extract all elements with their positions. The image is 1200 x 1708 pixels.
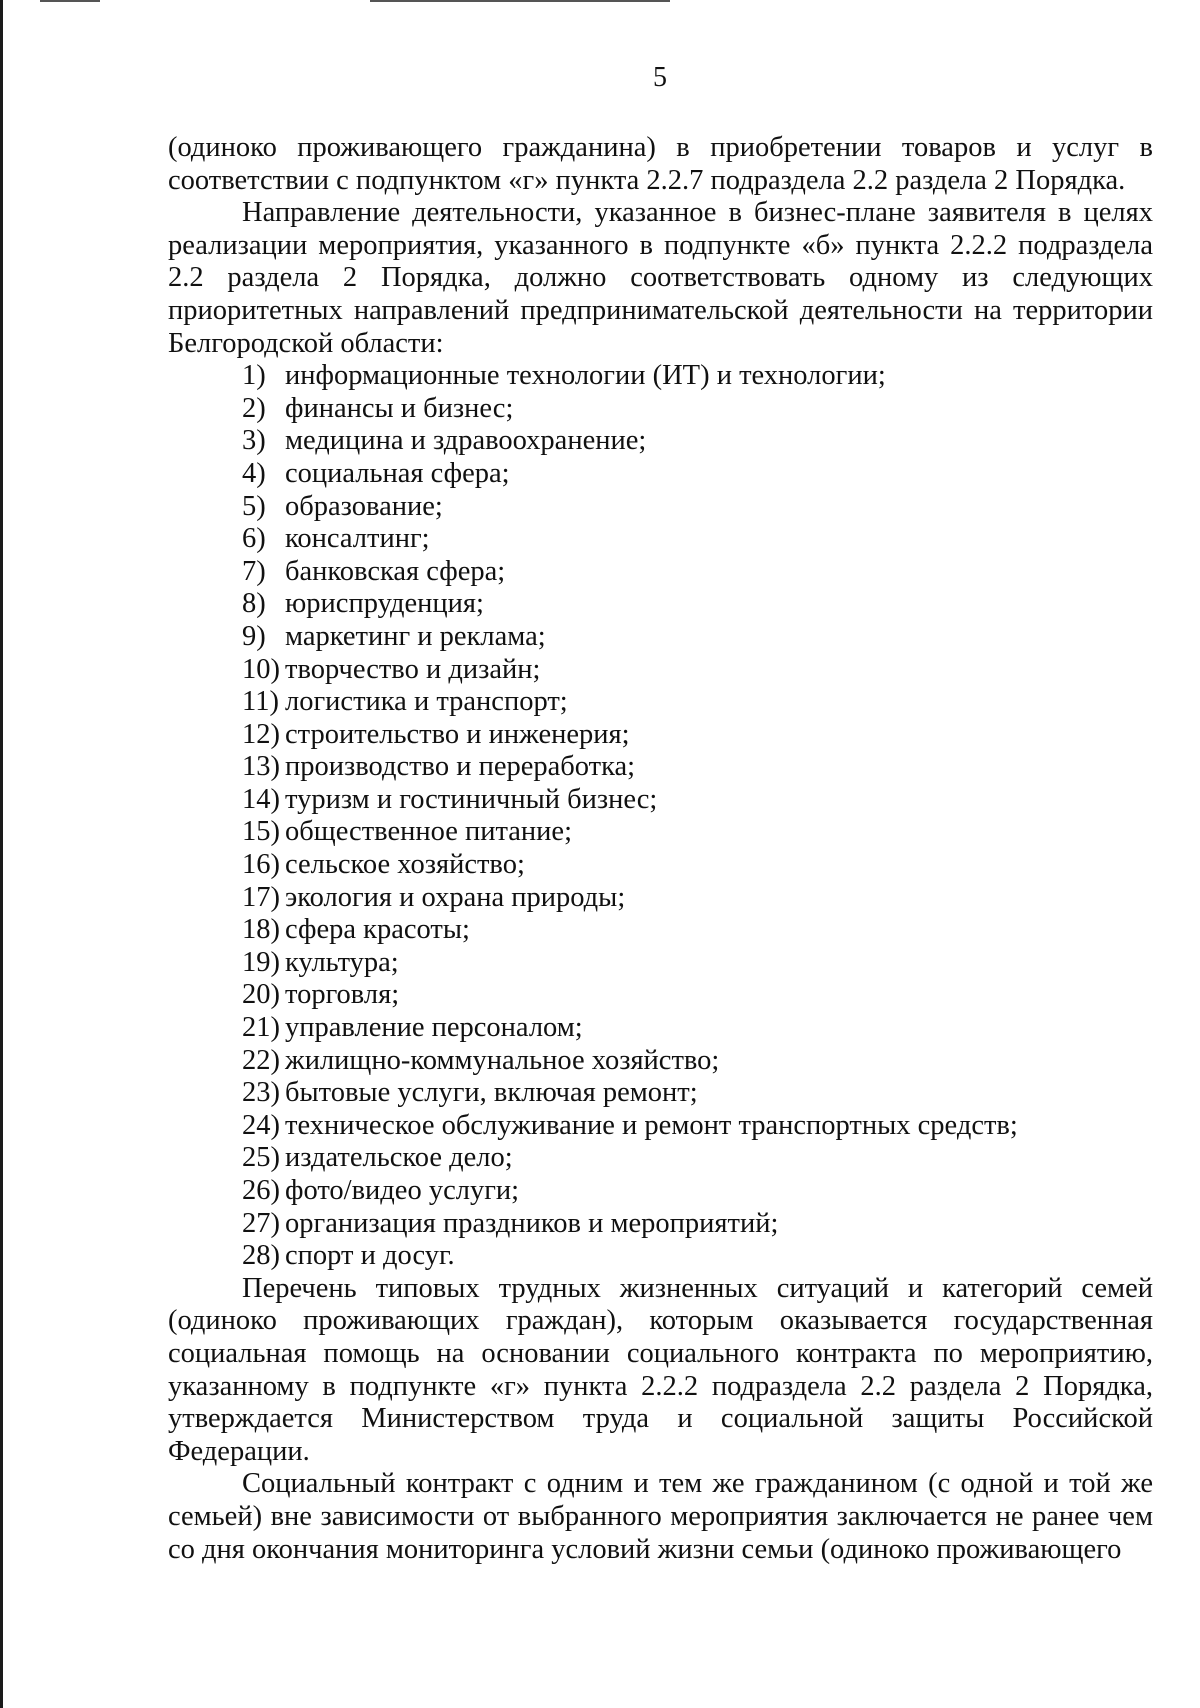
paragraph: Направление деятельности, указанное в бизнес-плане заявителя в целях реализации мероприятия, указанного в подпункте «б» пункта 2.2.2 подраздела 2.2 раздела 2 Порядка, должно соответствовать одному из следующих приоритетных направлений предпринимательской деятельности на территории Белгородской области: xyxy=(168,197,1153,359)
list-item-text: финансы и бизнес; xyxy=(285,392,514,424)
list-item xyxy=(242,816,1153,849)
list-item-text: производство и переработка; xyxy=(285,751,636,783)
list-item xyxy=(242,914,1153,947)
list-item-text: строительство и инженерия; xyxy=(285,718,630,750)
list-item-number: 17) xyxy=(242,881,280,913)
list-item xyxy=(242,491,1153,524)
list-item xyxy=(242,425,1153,458)
list-item-number: 28) xyxy=(242,1240,280,1272)
list-item-number: 1) xyxy=(242,360,266,392)
list-item xyxy=(242,523,1153,556)
list-item-text: медицина и здравоохранение; xyxy=(285,425,647,457)
list-item-number: 26) xyxy=(242,1175,280,1206)
paragraph: (одиноко проживающего гражданина) в приобретении товаров и услуг в соответствии с подпунктом «г» пункта 2.2.7 подраздела 2.2 раздела 2 Порядка. xyxy=(168,132,1153,196)
list-item xyxy=(242,1175,1153,1208)
list-item xyxy=(242,686,1153,719)
list-item xyxy=(242,1142,1153,1175)
list-item-text: бытовые услуги, включая ремонт; xyxy=(285,1077,698,1109)
list-item-text: консалтинг; xyxy=(285,523,430,555)
list-item-number: 9) xyxy=(242,620,266,652)
list-item-number: 27) xyxy=(242,1207,280,1239)
list-item-text: торговля; xyxy=(285,979,400,1011)
list-item-number: 24) xyxy=(242,1109,280,1141)
paragraphs-after xyxy=(168,1273,1153,1566)
priority-directions-list xyxy=(168,360,1153,1273)
list-item xyxy=(242,1077,1153,1110)
list-item-number: 25) xyxy=(242,1142,280,1174)
list-item-number: 21) xyxy=(242,1012,280,1044)
list-item-text: экология и охрана природы; xyxy=(285,881,626,913)
list-item xyxy=(242,588,1153,621)
list-item xyxy=(242,979,1153,1012)
list-item-number: 13) xyxy=(242,751,280,783)
scan-top-mark xyxy=(40,0,100,2)
list-item-text: общественное питание; xyxy=(285,816,573,848)
list-item-text: сельское хозяйство; xyxy=(285,849,525,881)
paragraph: Перечень типовых трудных жизненных ситуаций и категорий семей (одиноко проживающих граждан), которым оказывается государственная социальная помощь на основании социального контракта по мероприятию, указанному в подпункте «г» пункта 2.2.2 подраздела 2.2 раздела 2 Порядка, утверждается Министерством труда и социальной защиты Российской Федерации. xyxy=(168,1272,1153,1467)
list-item xyxy=(242,1208,1153,1241)
list-item-number: 23) xyxy=(242,1077,280,1109)
list-item xyxy=(242,1110,1153,1143)
list-item-text: юриспруденция; xyxy=(285,588,484,620)
list-item-number: 20) xyxy=(242,979,280,1011)
paragraph: Социальный контракт с одним и тем же гражданином (с одной и той же семьей) вне зависимости от выбранного мероприятия заключается не ранее чем со дня окончания мониторинга условий жизни семьи (одиноко проживающего xyxy=(168,1468,1153,1565)
list-item-text: фото/видео услуги; xyxy=(285,1175,520,1206)
list-item-number: 5) xyxy=(242,490,266,522)
list-item-text: информационные технологии (ИТ) и технологии; xyxy=(285,360,886,392)
list-item-number: 6) xyxy=(242,523,266,555)
list-item xyxy=(242,849,1153,882)
scan-top-mark xyxy=(370,0,670,2)
list-item-text: творчество и дизайн; xyxy=(285,653,541,685)
list-item-number: 11) xyxy=(242,686,279,718)
list-item xyxy=(242,360,1153,393)
list-item xyxy=(242,654,1153,687)
list-item xyxy=(242,947,1153,980)
list-item-text: жилищно-коммунальное хозяйство; xyxy=(285,1044,720,1076)
list-item-number: 8) xyxy=(242,588,266,620)
list-item-text: культура; xyxy=(285,946,399,978)
list-item-number: 7) xyxy=(242,555,266,587)
list-item xyxy=(242,458,1153,491)
paragraphs-before xyxy=(168,132,1153,360)
list-item xyxy=(242,1240,1153,1273)
list-item-text: туризм и гостиничный бизнес; xyxy=(285,783,658,815)
list-item-text: техническое обслуживание и ремонт транспортных средств; xyxy=(285,1109,1018,1141)
list-item xyxy=(242,751,1153,784)
list-item-number: 15) xyxy=(242,816,280,848)
list-item-text: спорт и досуг. xyxy=(285,1240,455,1272)
list-item xyxy=(242,784,1153,817)
list-item-number: 22) xyxy=(242,1044,280,1076)
list-item-number: 16) xyxy=(242,849,280,881)
document-body xyxy=(168,132,1153,1566)
list-item xyxy=(242,719,1153,752)
list-item xyxy=(242,556,1153,589)
list-item-text: издательское дело; xyxy=(285,1142,513,1174)
list-item-number: 12) xyxy=(242,718,280,750)
list-item-text: логистика и транспорт; xyxy=(285,686,568,718)
list-item-number: 18) xyxy=(242,914,280,946)
list-item xyxy=(242,882,1153,915)
list-item-text: маркетинг и реклама; xyxy=(285,620,546,652)
list-item-text: сфера красоты; xyxy=(285,914,470,946)
list-item xyxy=(242,1045,1153,1078)
list-item-text: банковская сфера; xyxy=(285,555,506,587)
list-item-text: социальная сфера; xyxy=(285,457,510,489)
list-item-number: 3) xyxy=(242,425,266,457)
scan-left-edge xyxy=(0,0,3,1708)
list-item xyxy=(242,1012,1153,1045)
list-item-number: 2) xyxy=(242,392,266,424)
list-item-text: образование; xyxy=(285,490,443,522)
list-item-text: организация праздников и мероприятий; xyxy=(285,1207,779,1239)
list-item-text: управление персоналом; xyxy=(285,1012,583,1044)
page-number: 5 xyxy=(653,62,667,93)
list-item-number: 14) xyxy=(242,783,280,815)
list-item-number: 4) xyxy=(242,457,266,489)
list-item-number: 19) xyxy=(242,946,280,978)
list-item xyxy=(242,393,1153,426)
list-item xyxy=(242,621,1153,654)
list-item-number: 10) xyxy=(242,653,280,685)
